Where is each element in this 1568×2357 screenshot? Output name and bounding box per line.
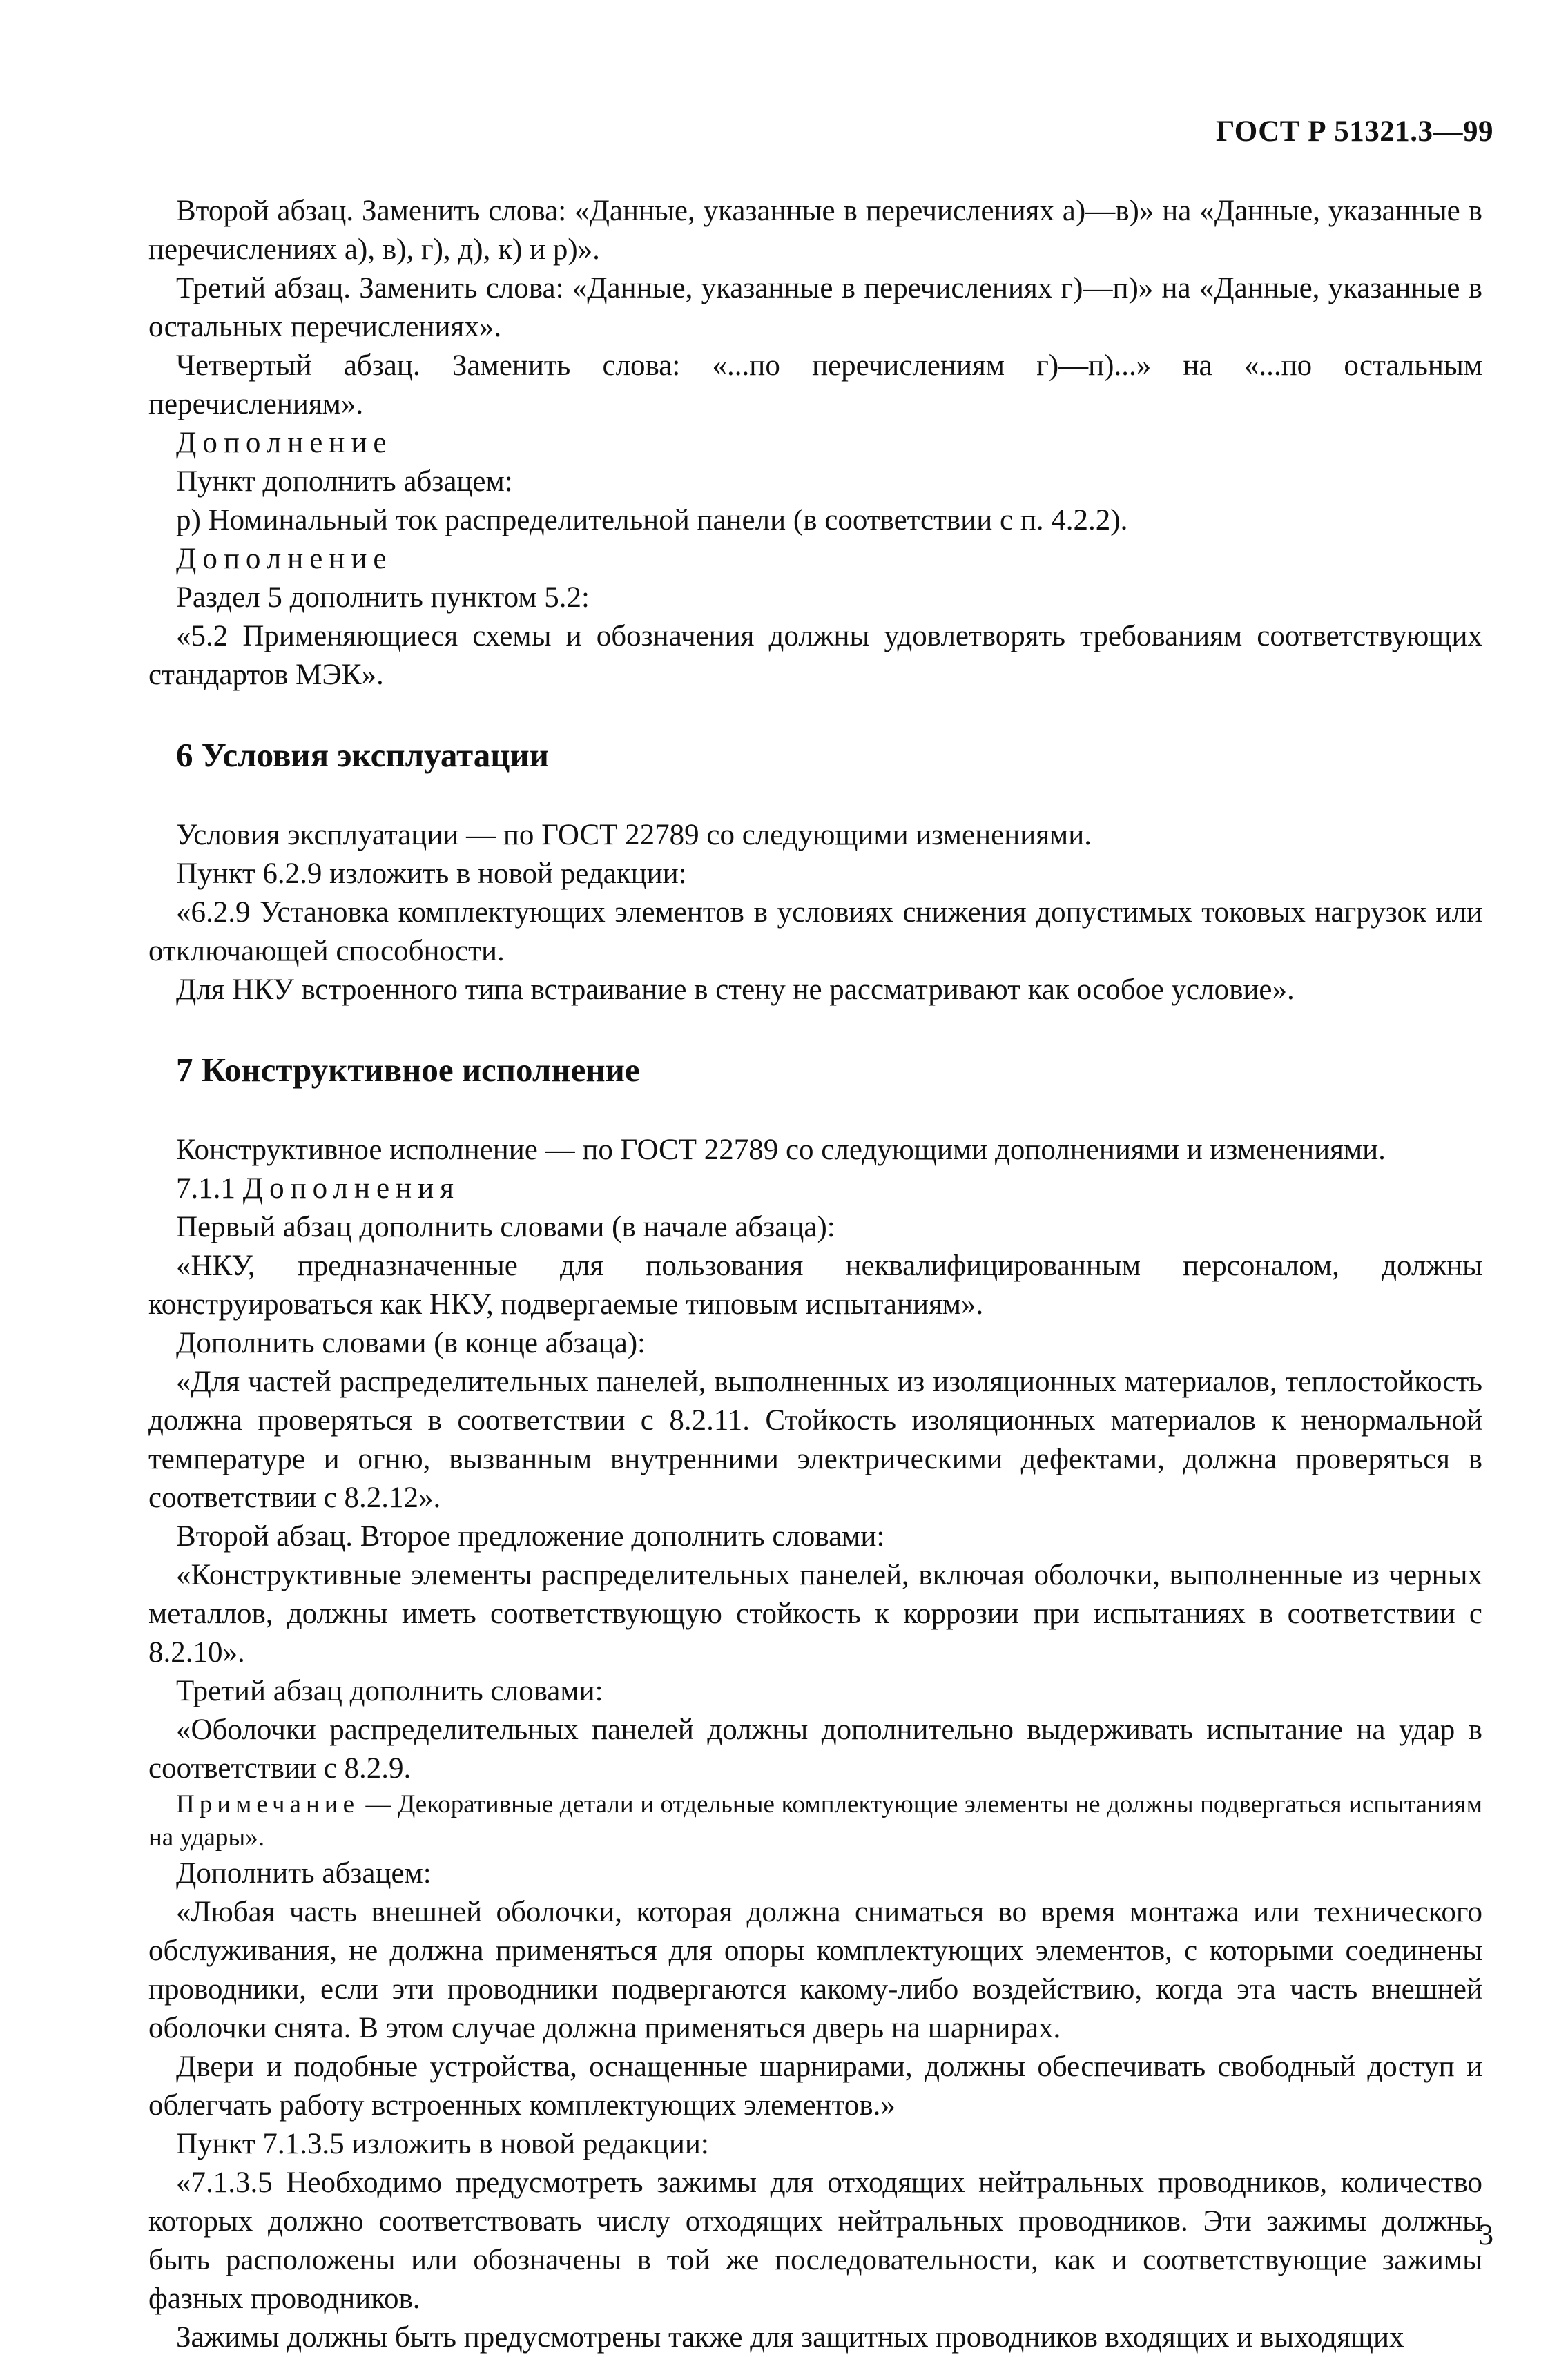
clause-number: 7.1.1 [176,1172,235,1205]
paragraph: «7.1.3.5 Необходимо предусмотреть зажимы для отходящих нейтральных проводников, количество которых должно соответствовать числу отходящих нейтральных проводников. Эти зажимы должны быть расположены или обозначены в той же последовательности, как и соответствующие зажимы фазных проводников. [148,2166,1482,2315]
paragraph: Первый абзац дополнить словами (в начале абзаца): [176,1211,835,1243]
addition-label: Дополнение [176,427,393,459]
paragraph: «6.2.9 Установка комплектующих элементов в условиях снижения допустимых токовых нагрузок или отключающей способности. [148,896,1482,967]
standard-header: ГОСТ Р 51321.3—99 [1215,115,1493,148]
paragraph: «Любая часть внешней оболочки, которая должна сниматься во время монтажа или технического обслуживания, не должна применяться для опоры комплектующих элементов, с которыми соединены проводники, если эти проводники подвергаются какому-либо воздействию, когда эта часть внешней оболочки снята. В этом случае должна применяться дверь на шарнирах. [148,1896,1482,2044]
paragraph: Четвертый абзац. Заменить слова: «...по перечислениям г)—п)...» на «...по остальным перечислениям». [148,349,1482,420]
paragraph: р) Номинальный ток распределительной панели (в соответствии с п. 4.2.2). [176,504,1128,536]
paragraph: Дополнить абзацем: [176,1857,432,1890]
paragraph: Третий абзац дополнить словами: [176,1675,603,1707]
paragraph: «Для частей распределительных панелей, выполненных из изоляционных материалов, теплостойкость должна проверяться в соответствии с 8.2.11. Стойкость изоляционных материалов к ненормальной температуре и огню, вызванным внутренними электрическими дефектами, должна проверяться в соответствии с 8.2.12». [148,1366,1482,1514]
paragraph: Второй абзац. Заменить слова: «Данные, указанные в перечислениях а)—в)» на «Данные, указанные в перечислениях а), в), г), д), к) и р)». [148,195,1482,266]
paragraph: Пункт дополнить абзацем: [176,465,513,498]
note [148,1788,1482,1854]
section-6-heading: 6 Условия эксплуатации [176,736,550,774]
paragraph: Третий абзац. Заменить слова: «Данные, указанные в перечислениях г)—п)» на «Данные, указанные в остальных перечислениях». [148,272,1482,343]
paragraph: Зажимы должны быть предусмотрены также для защитных проводников входящих и выходящих [176,2321,1404,2354]
paragraph: Пункт 7.1.3.5 изложить в новой редакции: [176,2128,709,2160]
paragraph: Конструктивное исполнение — по ГОСТ 22789 со следующими дополнениями и изменениями. [176,1134,1386,1166]
paragraph: Раздел 5 дополнить пунктом 5.2: [176,581,590,614]
clause-7-1-1 [148,1170,1482,1208]
paragraph: Дополнить словами (в конце абзаца): [176,1327,646,1359]
section-7-heading: 7 Конструктивное исполнение [176,1051,640,1089]
paragraph: «Оболочки распределительных панелей должны дополнительно выдерживать испытание на удар в соответствии с 8.2.9. [148,1714,1482,1785]
paragraph: Пункт 6.2.9 изложить в новой редакции: [176,857,687,890]
paragraph: «5.2 Применяющиеся схемы и обозначения должны удовлетворять требованиям соответствующих стандартов МЭК». [148,620,1482,691]
addition-label: Дополнение [176,543,393,575]
note-text: — Декоративные детали и отдельные комплектующие элементы не должны подвергаться испытаниям на удары». [148,1790,1482,1852]
paragraph: Для НКУ встроенного типа встраивание в стену не рассматривают как особое условие». [176,973,1295,1006]
paragraph: Двери и подобные устройства, оснащенные шарнирами, должны обеспечивать свободный доступ и облегчать работу встроенных комплектующих элементов.» [148,2050,1482,2122]
document-body [148,192,1482,2357]
addition-label: Дополнения [242,1172,460,1205]
paragraph: Условия эксплуатации — по ГОСТ 22789 со следующими изменениями. [176,819,1092,851]
paragraph: Второй абзац. Второе предложение дополнить словами: [176,1520,885,1553]
paragraph: «НКУ, предназначенные для пользования неквалифицированным персоналом, должны конструироваться как НКУ, подвергаемые типовым испытаниям». [148,1250,1482,1321]
page-number: 3 [1478,2219,1493,2251]
paragraph: «Конструктивные элементы распределительных панелей, включая оболочки, выполненные из черных металлов, должны иметь соответствующую стойкость к коррозии при испытаниях в соответствии с 8.2.10». [148,1559,1482,1669]
note-label: Примечание [176,1790,359,1818]
